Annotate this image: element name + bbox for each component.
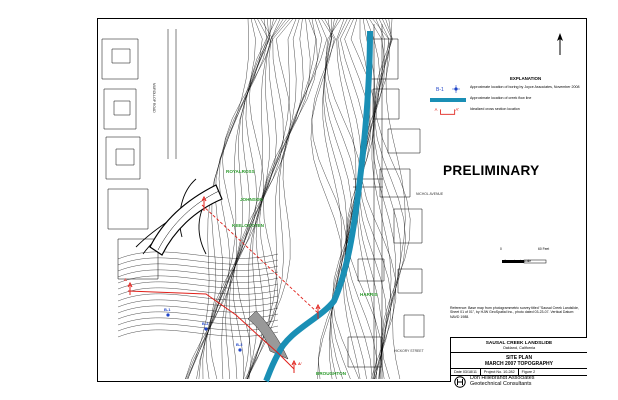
sheet-date: Date 03/18/11 xyxy=(451,369,481,375)
label-keelocoten: KEELOCOTEN xyxy=(232,223,264,228)
sheet-title-2: MARCH 2007 TOPOGRAPHY xyxy=(485,361,553,367)
preliminary-stamp: PRELIMINARY xyxy=(443,163,540,178)
marker-boring-2: B-2 xyxy=(202,321,209,326)
legend-item-section xyxy=(430,106,580,117)
firm-name xyxy=(470,376,534,388)
legend-boring-text: Approximate location of boring by Joyce Associates, November 2008 xyxy=(470,85,580,89)
legend-creek-text: Approximate location of creek flow line xyxy=(470,96,532,100)
boring-b3-point xyxy=(238,348,241,351)
marker-section-end: A' xyxy=(298,361,302,366)
contour-line xyxy=(118,276,278,283)
contour-line xyxy=(360,19,387,379)
contour-line xyxy=(118,306,278,313)
marker-section-start: A xyxy=(124,277,127,282)
legend-title: EXPLANATION xyxy=(510,76,542,81)
scale-end: 60 Feet xyxy=(538,247,550,251)
scale-caption: Approximate scale xyxy=(504,259,532,263)
boring-symbol-icon xyxy=(430,84,466,94)
street-hickory-street: HICKORY STREET xyxy=(394,349,424,353)
label-royalross: ROYALROSS xyxy=(226,169,255,174)
legend-item-boring xyxy=(430,84,580,95)
contour-line xyxy=(118,264,278,271)
contour-line xyxy=(118,324,278,331)
label-johnson: JOHNSON xyxy=(240,197,263,202)
contour-line xyxy=(325,19,356,379)
section-marker-a xyxy=(128,283,132,295)
marker-boring-3: B-3 xyxy=(236,342,243,347)
boring-b1-point xyxy=(166,313,169,316)
marker-boring-1: B-1 xyxy=(164,307,171,312)
contour-line xyxy=(323,19,346,379)
firm-logo-icon xyxy=(454,376,466,388)
scale-zero: 0 xyxy=(500,247,502,251)
firm-logo-row xyxy=(451,375,587,388)
project-name: SAUSAL CREEK LANDSLIDE xyxy=(485,341,553,346)
boring-b2-point xyxy=(204,327,207,330)
legend-section-label-a: A xyxy=(434,107,438,112)
legend-boring-label: B-1 xyxy=(436,87,444,93)
creek-flow-line xyxy=(266,31,370,381)
scale-bar xyxy=(500,247,550,270)
title-block-info-row xyxy=(451,368,587,375)
legend-section-text: Idealized cross section location xyxy=(470,107,520,111)
label-harris: HARRIS xyxy=(360,292,378,297)
reference-note: Reference: Base map from photogrammetric survey titled "Sausal Creek Landslide, Sheet 01 of 01", by HJW GeoSpatial Inc., photo dated 03-23-07. Vertical Datum: NAVD 1988. xyxy=(450,306,579,319)
contour-line xyxy=(347,19,382,379)
contour-line xyxy=(118,294,278,301)
contour-line xyxy=(338,19,367,379)
project-location: Oakland, California xyxy=(502,346,536,350)
contour-line xyxy=(311,19,342,379)
section-line-symbol-icon xyxy=(430,106,466,116)
legend-item-creek xyxy=(430,95,580,106)
project-number: Project No. 10-282 xyxy=(481,369,519,375)
street-murillo-road: MUROLLOP ROAD xyxy=(152,83,156,113)
creek-line-symbol-icon xyxy=(430,95,466,105)
contour-line xyxy=(118,270,278,277)
legend xyxy=(430,76,580,117)
legend-section-label-b: A' xyxy=(455,107,460,112)
firm-name-line-2: Geotechnical Consultants xyxy=(470,381,532,387)
drawing-sheet xyxy=(97,18,587,387)
title-block xyxy=(450,337,587,387)
north-arrow-icon xyxy=(553,31,567,57)
contour-line xyxy=(118,300,278,307)
topographic-map xyxy=(98,19,586,381)
sheet-title-1: SITE PLAN xyxy=(451,352,587,361)
figure-number: Figure 2 xyxy=(521,370,536,374)
street-nichol-avenue: NICHOL AVENUE xyxy=(416,192,444,196)
contour-line xyxy=(312,19,347,379)
contour-line xyxy=(324,19,351,379)
label-broughton: BROUGHTON xyxy=(316,371,347,376)
contour-line xyxy=(118,258,278,265)
firm-name-line-1: Don Hillebrandt Associates xyxy=(470,375,535,382)
